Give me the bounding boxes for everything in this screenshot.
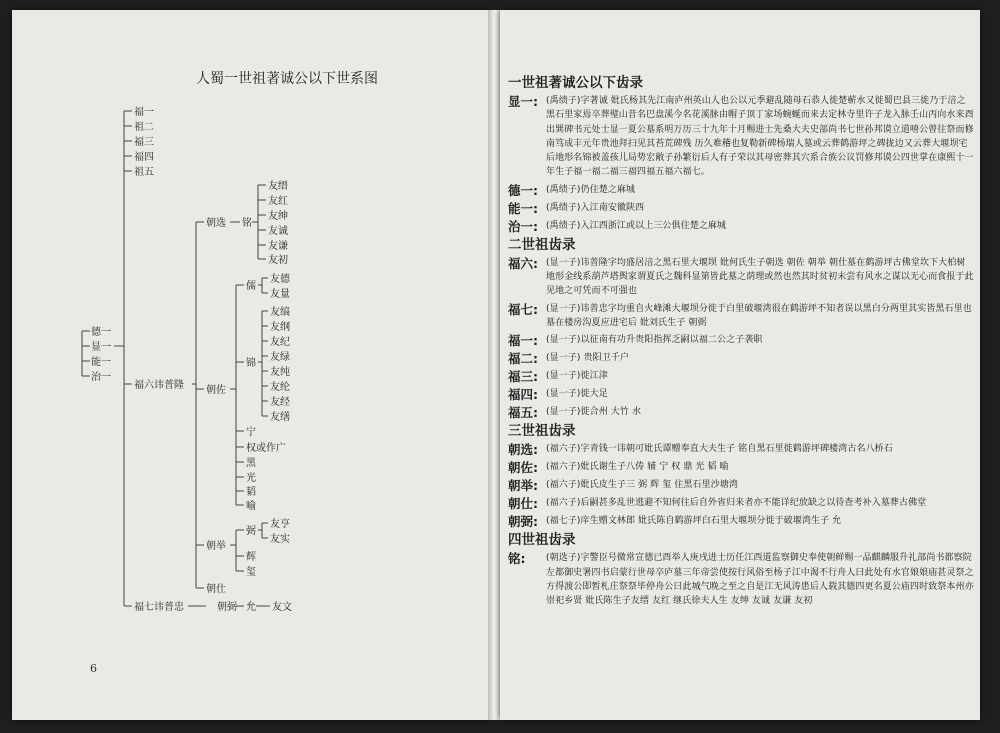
entry-text: (禹绩子)入江南安徽陕西 bbox=[546, 202, 645, 213]
gen4-xi: 玺 bbox=[246, 567, 256, 578]
entry-text: (福六子)妣氏皮生子三 弼 辉 玺 住黑石里沙塘湾 bbox=[546, 480, 738, 491]
gen2-fu-yi: 福一 bbox=[134, 107, 154, 118]
gen5-you-shi: 友实 bbox=[270, 534, 290, 545]
entry-name: 治一: bbox=[508, 218, 539, 234]
entry-name: 显一: bbox=[508, 94, 539, 109]
entry-name: 福七: bbox=[508, 301, 539, 317]
entry-chao-bi bbox=[508, 514, 974, 529]
page-number: 6 bbox=[90, 662, 97, 675]
entry-fu-si bbox=[508, 387, 974, 402]
gen5-you-jing: 友经 bbox=[270, 397, 290, 408]
entry-name: 朝选: bbox=[508, 442, 539, 458]
entry-name: 福六: bbox=[508, 255, 539, 271]
gen5-you-lun: 友纶 bbox=[270, 382, 290, 393]
gen4-jin: 锦 bbox=[246, 358, 256, 369]
entry-fu-liu bbox=[508, 256, 974, 299]
entry-name: 福三: bbox=[508, 369, 539, 385]
entry-fu-wu bbox=[508, 405, 974, 420]
entry-name: 福五: bbox=[508, 405, 539, 421]
gen5-you-heng: 友亨 bbox=[270, 519, 290, 530]
gen1-de-yi: 德一 bbox=[91, 327, 111, 338]
gen5-you-cheng: 友诚 bbox=[268, 226, 288, 237]
entry-fu-er bbox=[508, 351, 974, 366]
entry-chao-ju bbox=[508, 478, 974, 493]
entry-fu-yi bbox=[508, 333, 974, 348]
gen2-fu-san: 福三 bbox=[134, 137, 154, 148]
gen3-chao-bi: 朝弼 bbox=[217, 602, 237, 613]
tree-title: 人蜀一世祖著诚公以下世系图 bbox=[196, 71, 378, 87]
genealogy-tree bbox=[12, 10, 490, 720]
gen5-you-de: 友德 bbox=[270, 274, 290, 285]
entry-text: (禹绩子)字著诚 妣氏杨其先江南庐州英山人也公以元季避乱随母石恭人徙楚蕲水又徙蜀巴县三徙乃于涪之黑石里家焉卒葬璧山昔名巴盘溪今名花溪脉由帽子顶丁家场蜿蜒而来去定林寺里许子龙入脉壬山丙向水来酉出巽碑书元处士显一夏公墓系明万历三十九年十月赐进士先桑大夫史部尚书七世孙邦谟立道嘻公曾往祭而修南笃成丰元年贵池拜扫见其苔荒碑残 历久难稽也复勒新碑杨瑞人墓或云葬鹤游坪之碑拢边又云葬大堰坝宅后地形名锦被盖孩儿局势宏敞子孙繁衍后人有子荣以其母密葬其穴系合族公议罚修邦谟公四世掌在康熙十一年生子福一福二福三福四福五福六福七。 bbox=[546, 96, 974, 178]
gen4-yu: 喻 bbox=[246, 501, 256, 512]
section-heading-gen1: 一世祖著诚公以下齿录 bbox=[508, 75, 643, 91]
entry-de-yi bbox=[508, 183, 974, 198]
entry-text: (显一子)讳普忠字均重自火峰滩大堰坝分徙于白里破堰湾很在鹤游坪不知者误以黑白分两里其实皆黑石里也墓在楼房沟夏应进宅后 妣刘氏生子 朝弼 bbox=[546, 303, 972, 328]
gen5-you-qian: 友谦 bbox=[268, 241, 288, 252]
section-heading-gen3: 三世祖齿录 bbox=[508, 423, 576, 440]
gen5-you-jin: 友缙 bbox=[268, 181, 288, 192]
entry-chao-zuo bbox=[508, 460, 974, 475]
gen2-fu-liu: 福六讳普隆 bbox=[134, 380, 184, 391]
entry-name: 铭: bbox=[508, 551, 526, 567]
gen2-fu-qi: 福七讳普忠 bbox=[134, 602, 184, 613]
entry-chao-shi bbox=[508, 496, 974, 511]
gen5-you-lv: 友绿 bbox=[270, 352, 290, 363]
entry-name: 德一: bbox=[508, 182, 539, 198]
entry-neng-yi bbox=[508, 201, 974, 216]
gen2-fu-si: 福四 bbox=[134, 152, 154, 163]
entry-chao-xuan bbox=[508, 442, 974, 457]
gen3-chao-zuo: 朝佐 bbox=[206, 385, 226, 396]
entry-name: 福二: bbox=[508, 351, 539, 367]
gen4-yun: 允 bbox=[246, 602, 256, 613]
gen1-xian-yi: 显一 bbox=[91, 342, 111, 353]
gen5-you-ji: 友纪 bbox=[270, 337, 290, 348]
gen5-you-chu: 友初 bbox=[268, 255, 288, 266]
entry-text: (福六子)字青钱一讳朝可妣氏谭赠奉直大夫生子 铭自黑石里徙鹤游坪碑楼湾古名八桥石 bbox=[546, 444, 893, 455]
gen3-chao-shi: 朝仕 bbox=[206, 584, 226, 595]
entry-name: 能一: bbox=[508, 200, 539, 216]
entry-text: (显一子)以征南有功升贵阳指挥乏嗣以福二公之子袭职 bbox=[546, 335, 763, 346]
gen3-chao-ju: 朝举 bbox=[206, 541, 226, 552]
gen4-quan: 权或作广 bbox=[246, 443, 286, 454]
gen2-zu-er: 祖二 bbox=[134, 122, 154, 133]
gen5-you-chun: 友纯 bbox=[270, 367, 290, 378]
section-heading-gen2: 二世祖齿录 bbox=[508, 236, 576, 253]
right-page bbox=[500, 10, 980, 720]
entry-name: 朝佐: bbox=[508, 460, 539, 476]
entry-fu-qi bbox=[508, 302, 974, 331]
gen4-ru: 儒 bbox=[246, 281, 256, 292]
gen4-hei: 黑 bbox=[246, 458, 256, 469]
entry-xian-yi bbox=[508, 94, 974, 180]
entry-text: (显一子)徙江津 bbox=[546, 371, 608, 382]
entry-name: 福一: bbox=[508, 333, 539, 349]
entry-ming bbox=[508, 551, 974, 608]
entry-text: (朝选子)字警臣号微常宣德已酉举人庚戌进士历任江西道监察御史奉使朝鲜赐一品麒麟服升礼部尚书都察院左都御史署四书启蒙行世母卒庐墓三年帝尝使按行风俗至杨子江中渴不行舟人曰此处有水官娘娘庙甚灵祭之方得渡公即暂札庄祭祭毕停舟公曰此城气晚之至之自是江无风涛患后人载其德四更名夏公庙四时致祭本州亦崇祀乡贤 妣氏陈生子友缙 友红 继氏徐夫人生 友绅 友诚 友谦 友初 bbox=[546, 553, 974, 607]
gen4-ning: 宁 bbox=[246, 427, 256, 438]
gen5-you-liang: 友量 bbox=[270, 289, 290, 300]
gen5-you-shan: 友缮 bbox=[270, 412, 290, 423]
gen4-tao: 韬 bbox=[246, 487, 256, 498]
entry-text: (福六子)妣氏谢生子八俦 辅 宁 权 鼎 光 韬 喻 bbox=[546, 462, 729, 473]
entry-text: (禹绩子)仍住楚之麻城 bbox=[546, 184, 636, 195]
entry-text: (福七子)庠生赠文林郎 妣氏陈自鹤游坪白石里大堰坝分徙于破堰湾生子 允 bbox=[546, 516, 842, 527]
entry-text: (显一子) 贵阳卫千户 bbox=[546, 353, 629, 364]
entry-text: (显一子)徙合州 大竹 水 bbox=[546, 407, 642, 418]
left-page bbox=[12, 10, 490, 720]
gen3-chao-xuan: 朝选 bbox=[206, 218, 226, 229]
gen1-neng-yi: 能一 bbox=[91, 357, 111, 368]
gen2-zu-wu: 祖五 bbox=[134, 167, 154, 178]
gen4-hui: 辉 bbox=[246, 552, 256, 563]
entry-fu-san bbox=[508, 369, 974, 384]
entry-text: (福六子)后嗣甚多乱世逃避不知何往后自外省归来者亦不能详纪放缺之以待查考补入墓葬古佛堂 bbox=[546, 498, 927, 509]
section-heading-gen4: 四世祖齿录 bbox=[508, 532, 576, 549]
gen5-you-hong: 友红 bbox=[268, 196, 288, 207]
gen5-you-shen: 友绅 bbox=[268, 211, 288, 222]
roster-text bbox=[508, 72, 974, 611]
gen4-ming: 铭 bbox=[242, 218, 252, 229]
gen5-you-gang: 友纲 bbox=[270, 322, 290, 333]
entry-text: (显一子)讳普隆字均盛居涪之黑石里大堰坝 妣何氏生子朝选 朝佐 朝举 朝仕墓在鹤游坪古佛堂坎下大柏树地形金线系葫芦塔舆家谓夏氏之魏科显第皆此墓之荫理或然也然其时贫初未尝有风水之谋以无心而食报于此见地之可凭而不可强也 bbox=[546, 257, 974, 297]
entry-name: 朝弼: bbox=[508, 514, 539, 530]
entry-text: (禹绩子)入江西浙江或以上三公俱住楚之麻城 bbox=[546, 220, 727, 231]
gen4-guang: 光 bbox=[246, 473, 256, 484]
entry-name: 福四: bbox=[508, 387, 539, 403]
gen4-bi: 弼 bbox=[246, 526, 256, 537]
gen5-you-wen: 友文 bbox=[272, 602, 292, 613]
entry-zhi-yi bbox=[508, 219, 974, 234]
gen1-zhi-yi: 治一 bbox=[91, 372, 111, 383]
entry-name: 朝举: bbox=[508, 478, 539, 494]
entry-text: (显一子)徙大足 bbox=[546, 389, 608, 400]
entry-name: 朝仕: bbox=[508, 496, 539, 512]
gen5-you-gao: 友缟 bbox=[270, 307, 290, 318]
